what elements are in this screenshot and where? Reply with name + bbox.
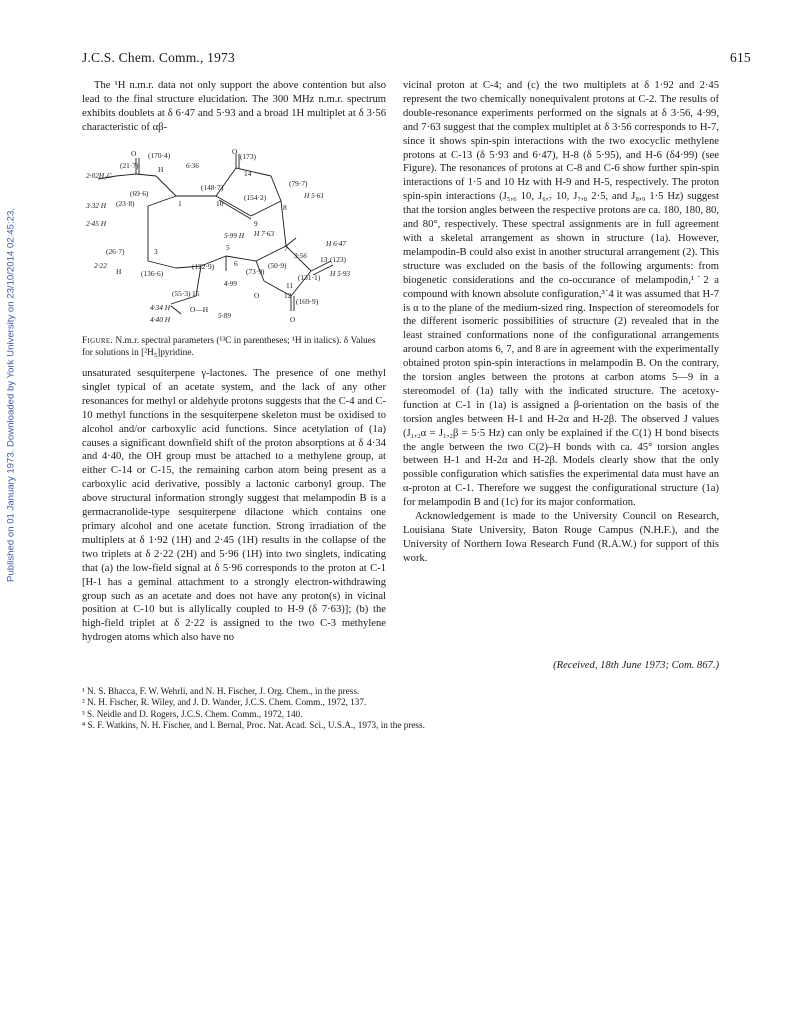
caption-text: N.m.r. spectral parameters (¹³C in parentheses; ¹H in italics). δ Values for solutions in [²H₅]pyridine.	[82, 336, 376, 358]
paragraph: The ¹H n.m.r. data not only support the above contention but also lead to the final structure elucidation. The 300 MHz n.m.r. spectrum exhibits doublets at δ 6·47 and 5·93 and a broad 1H multiplet at δ 3·56 characteristic of αβ-	[82, 80, 386, 133]
figure-label: 11	[286, 281, 294, 290]
figure-label: (79·7)	[289, 179, 308, 188]
figure-label: (50·9)	[268, 261, 287, 270]
reference-item: ³ S. Neidle and D. Rogers, J.C.S. Chem. Comm., 1972, 140.	[82, 708, 303, 719]
figure-label: H 7·63	[254, 229, 275, 238]
figure-label: 5	[226, 243, 230, 252]
running-header: J.C.S. Chem. Comm., 1973	[82, 50, 235, 65]
figure-label: 15	[192, 289, 200, 298]
figure-label: (136·6)	[141, 269, 164, 278]
figure-label: O	[290, 315, 296, 324]
figure-label: 2·22	[94, 261, 107, 270]
figure-label: 10	[216, 199, 224, 208]
figure-label: 3	[154, 247, 158, 256]
figure-label: (154·2)	[244, 193, 267, 202]
figure-label: 8	[283, 203, 287, 212]
structure-figure	[86, 146, 356, 334]
figure-label: 1	[178, 199, 182, 208]
figure-label: (122·9)	[192, 262, 215, 271]
paragraph: unsaturated sesquiterpene γ-lactones. The presence of one methyl singlet typical of an acetate system, and the lack of any other resonances for methyl or aldehyde protons suggests that the C-4 and C-10 methyl functions in the sesquiterpene skeleton must be oxidised to alcohol and/or carboxylic acid functions. Since acetylation of (1a) causes a significant downfield shift of the proton absorptions at δ 4·34 and 4·40, the OH group must be attached to a methylene group, at either C-14 or C-15, the remaining carbon atom being present as a carboxylic acid derivative, possibly a lactonic carbonyl group. The above structural information strongly suggest that melampodin B is a germacranolide-type sesquiterpene dilactone which contains one primary alcohol and one acetate function. Strong irradiation of the multiplets at δ 1·92 (1H) and 2·45 (1H) results in the collapse of the two triplets at δ 2·22 (2H) and 5·96 (1H) into two singlets, indicating that (a) the low-field signal at δ 5·96 corresponds to the proton at C-1 [H-1 has a geminal attachment to a strongly electron-withdrawing group such as an acetate and does not have any proton(s) in vicinal position at C-10 but is allylically coupled to H-9 (δ 7·63)]; (b) the high-field triplet at δ 2·22 is assigned to the two C-3 methylene hydrogen atoms which also have no	[82, 368, 386, 644]
figure-label: 6·36	[186, 161, 199, 170]
figure-label: 9	[254, 219, 258, 228]
reference-item: ² N. H. Fischer, R. Wiley, and J. D. Wander, J.C.S. Chem. Comm., 1972, 137.	[82, 697, 367, 708]
figure-caption	[82, 335, 386, 359]
figure-label: H 5·61	[304, 191, 325, 200]
figure-label: (69·6)	[130, 189, 149, 198]
figure-label: (131·1)	[298, 273, 321, 282]
figure-label: 4·34 H	[150, 303, 171, 312]
figure-label: (55·3)	[172, 289, 191, 298]
figure-label: (21·7)	[120, 161, 139, 170]
figure-label: (23·8)	[116, 199, 135, 208]
figure-label: H	[116, 267, 122, 276]
reference-item: ¹ N. S. Bhacca, F. W. Wehrli, and N. H. Fischer, J. Org. Chem., in the press.	[82, 686, 360, 696]
right-column	[403, 79, 719, 566]
caption-label: Figure.	[82, 336, 114, 346]
figure-label: 5·99 H	[224, 231, 245, 240]
download-watermark	[3, 185, 19, 605]
figure-label: 14	[244, 169, 252, 178]
figure-label: 7	[284, 244, 288, 253]
figure-label: 3·32 H	[86, 201, 107, 210]
figure-label: 4·99	[224, 279, 237, 288]
figure-label: H	[158, 165, 164, 174]
figure-label: 12	[284, 291, 292, 300]
paragraph: vicinal proton at C-4; and (c) the two multiplets at δ 1·92 and 2·45 represent the two chemically nonequivalent protons at C-2. The results of double-resonance experiments performed on the signals at δ 3·56, 4·99, and 7·63 suggest that the complex multiplet at δ 3·56 corresponds to H-7, since it shows spin-spin interactions with the two exocyclic methylene protons at C-13 (δ 5·93 and 6·47), H-8 (δ 5·95), and H-6 (δ4·99) (see Figure). The resonances of protons at C-8 and C-6 show further spin-spin interactions of 1·5 and 10 Hz with H-9 and H-5, respectively. The proton spin-spin interactions (J₅,₆ 10, J₆,₇ 10, J₇,₈ 2·5, and J₈,₉ 1·5 Hz) suggest that the torsion angles between the respective protons are ca. 180, 180, 80, and 80°, respectively. These spectral assignments are in full agreement with a skeletal arrangement as shown in structure (1a). However, melampodin-B could also exist in another structural arrangement (2). This structure was excluded on the basis of the following arguments: from biogenetic considerations and the co-occurance of melampodin,¹˙2 a compound with known absolute configuration,³˙4 it was assumed that H-7 is α to the plane of the medium-sized ring. Inspection of stereomodels for the different isomeric possibilities of structure (2) revealed that in the least strained conformations none of the configurational arrangements around carbon atoms 6, 7, and 8 are in agreement with the experimentally obtained proton spin-spin interactions in melampodin B. On the contrary, the torsion angles between the protons at carbon atoms 5—9 in a stereomodel of (1a) tally with the indicated structure. The acetoxy-function at C-1 in (1a) is assigned a β-orientation on the basis of the torsion angles between H-1 and H-2α and H-2β. The observed J values (J₁,₂α = J₁,₂β = 5·5 Hz) can only be explained if the C(1) H bond bisects the angle between the two C(2)–H bonds with ca. 45° torsion angles between H-1 and H-2α and H-2β. Models clearly show that the only possible configuration which satisfies the experimental data must have an α-proton at C-1. Therefore we suggest the configurational structure (1a) for melampodin B and (1c) for its major conformation.	[403, 80, 719, 509]
acknowledgement: Acknowledgement is made to the University Council on Research, Louisiana State University, Baton Rouge Campus (N.H.F.), and the University of Northern Iowa Research Fund (R.A.W.) for support of this work.	[403, 511, 719, 564]
figure-label: (170·4)	[148, 151, 171, 160]
figure-label: (26·7)	[106, 247, 125, 256]
figure-label: 2·02H₃C	[86, 171, 112, 180]
received-note: (Received, 18th June 1973; Com. 867.)	[553, 660, 719, 671]
figure-label: 6	[234, 259, 238, 268]
figure-label: 5·89	[218, 311, 231, 320]
figure-label: O	[254, 291, 260, 300]
figure-label: O	[131, 149, 137, 158]
structure-bonds	[98, 154, 333, 314]
figure-label: 13	[320, 255, 328, 264]
left-column-top	[82, 79, 386, 135]
figure-label: 2·45 H	[86, 219, 107, 228]
figure-label: O	[232, 147, 238, 156]
figure-label: (169·9)	[296, 297, 319, 306]
figure-label: H 5·93	[330, 269, 351, 278]
figure-label: (73·9)	[246, 267, 265, 276]
figure-label: H 6·47	[326, 239, 347, 248]
figure-label: (173)	[240, 152, 257, 161]
reference-item: ⁴ S. F. Watkins, N. H. Fischer, and I. Bernal, Proc. Nat. Acad. Sci., U.S.A., 1973, in the press.	[82, 720, 425, 731]
left-column-bottom	[82, 367, 386, 645]
download-watermark-text: Published on 01 January 1973. Downloaded by York University on 23/10/2014 02:45:23.	[5, 208, 17, 582]
figure-label: 3·56	[294, 251, 307, 260]
references	[82, 686, 722, 732]
figure-label: O—H	[190, 305, 209, 314]
page-number: 615	[730, 50, 751, 65]
figure-label: (123)	[330, 255, 347, 264]
figure-label: 4·40 H	[150, 315, 171, 324]
figure-label: (148·7)	[201, 183, 224, 192]
